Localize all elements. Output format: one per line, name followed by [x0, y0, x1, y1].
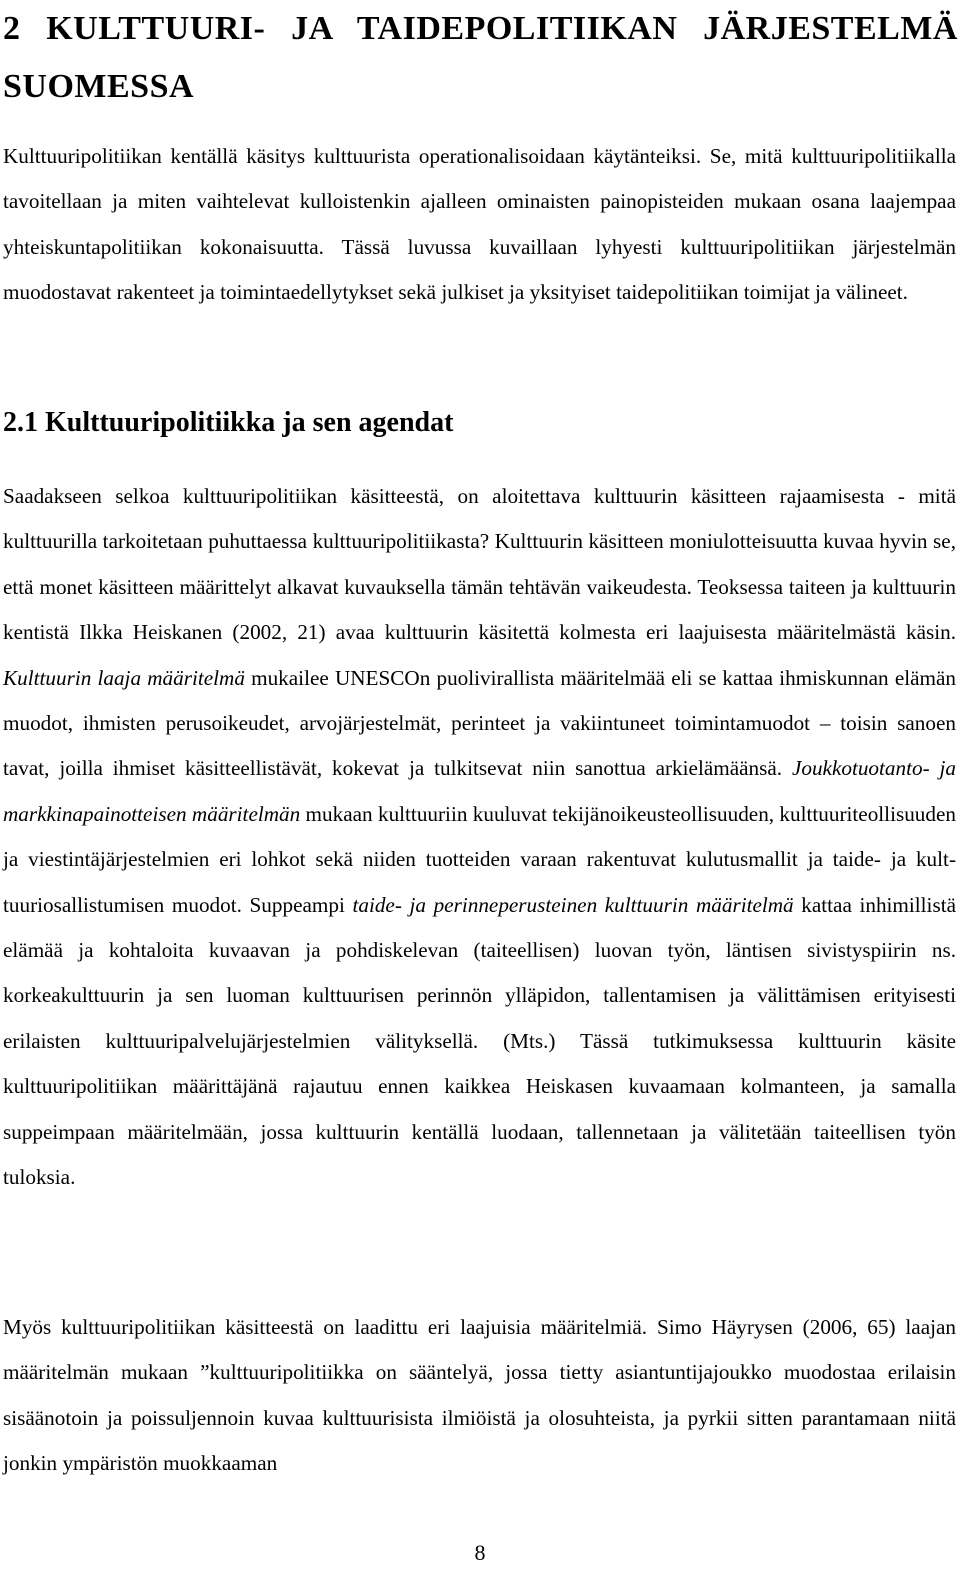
section-paragraph-2: Myös kulttuuripolitiikan käsitteestä on laadittu eri laajuisia määritelmiä. Simo Häyrysen (2006, 65) laajan määritelmän mukaan ”kulttuuripolitiikka on sääntelyä, jossa tietty asiantuntijajoukko muodostaa erilaisin sisäänotoin ja poissuljennoin kuvaa kulttuurisista ilmiöistä ja olosuhteista, ja pyrkii sitten parantamaan niitä jonkin ympäristön muokkaaman [3, 1315, 956, 1476]
intro-paragraph: Kulttuuripolitiikan kentällä käsitys kulttuurista operationalisoidaan käytänteiksi. Se, mitä kulttuuripolitiikalla tavoitellaan ja miten vaihtelevat kulloistenkin ajalleen ominaisten painopisteiden mukaan osana laajempaa yhteiskuntapolitiikan kokonaisuutta. Tässä luvussa kuvaillaan lyhyesti kulttuuripolitiikan järjestelmän muodostavat rakenteet ja toimintaedellytykset sekä julkiset ja yksityiset taidepolitiikan toimijat ja välineet. [3, 144, 956, 305]
paragraph-text: Saadakseen selkoa kulttuuripolitiikan käsitteestä, on aloitettava kulttuurin käsitteen rajaamisesta - mitä kulttuurilla tarkoitetaan puhuttaessa kulttuuripolitiikasta? Kulttuurin käsitteen moniulotteisuutta kuvaa hyvin se, että monet käsitteen määrittelyt alkavat kuvauksella tämän tehtävän vaikeudesta. Teoksessa taiteen ja kulttuurin kentistä Ilkka Heiskanen (2002, 21) avaa kulttuurin käsitettä kolmesta eri laajuisesta määritelmästä käsin. [3, 484, 956, 645]
section-heading: 2.1 Kulttuuripolitiikka ja sen agendat [3, 407, 454, 438]
paragraph-text: mukailee UNESCOn puolivirallista määritelmää eli se kattaa ihmiskunnan elämän muodot, ihmisten perusoikeudet, arvojärjestelmät, perinteet ja vakiintuneet toimintamuodot – toisin sanoen tavat, joilla ihmiset käsitteellistävät, kokevat ja tulkitsevat niin sanottua arkielämäänsä. [3, 665, 957, 781]
italic-term-narrow-definition: taide- ja perinneperusteinen kulttuurin määritelmä [352, 892, 794, 917]
italic-term-broad-definition: Kulttuurin laaja määritelmä [3, 665, 245, 690]
paragraph-text: mukaan kulttuuriin kuuluvat tekijänoikeusteollisuuden, kulttuuriteollisuuden ja viestintäjärjestelmien eri lohkot sekä niiden tuotteiden varaan rakentuvat kulutusmallit ja taide- ja kulttuuriosallistumisen muodot. Suppeampi [3, 801, 956, 917]
page-number: 8 [474, 1540, 486, 1565]
section-paragraph-1 [3, 474, 956, 1201]
paragraph-text: kattaa inhimillistä elämää ja kohtaloita kuvaavan ja pohdiskelevan (taiteellisen) luovan työn, läntisen sivistyspiirin ns. korkeakulttuurin ja sen luoman kulttuurisen perinnön ylläpidon, tallentamisen ja välittämisen erityisesti erilaisten kulttuuripalvelujärjestelmien välityksellä. (Mts.) Tässä tutkimuksessa kulttuurin käsite kulttuuripolitiikan määrittäjänä rajautuu ennen kaikkea Heiskasen kuvaamaan kolmanteen, ja samalla suppeimpaan määritelmään, jossa kulttuurin kentällä luodaan, tallennetaan ja välitetään taiteellisen työn tuloksia. [3, 892, 956, 1190]
italic-term-mass-production-definition: Joukkotuotanto- ja markkinapainotteisen määritelmän [3, 756, 956, 826]
chapter-title: 2 KULTTUURI- JA TAIDEPOLITIIKAN JÄRJESTELMÄ SUOMESSA [3, 10, 958, 105]
